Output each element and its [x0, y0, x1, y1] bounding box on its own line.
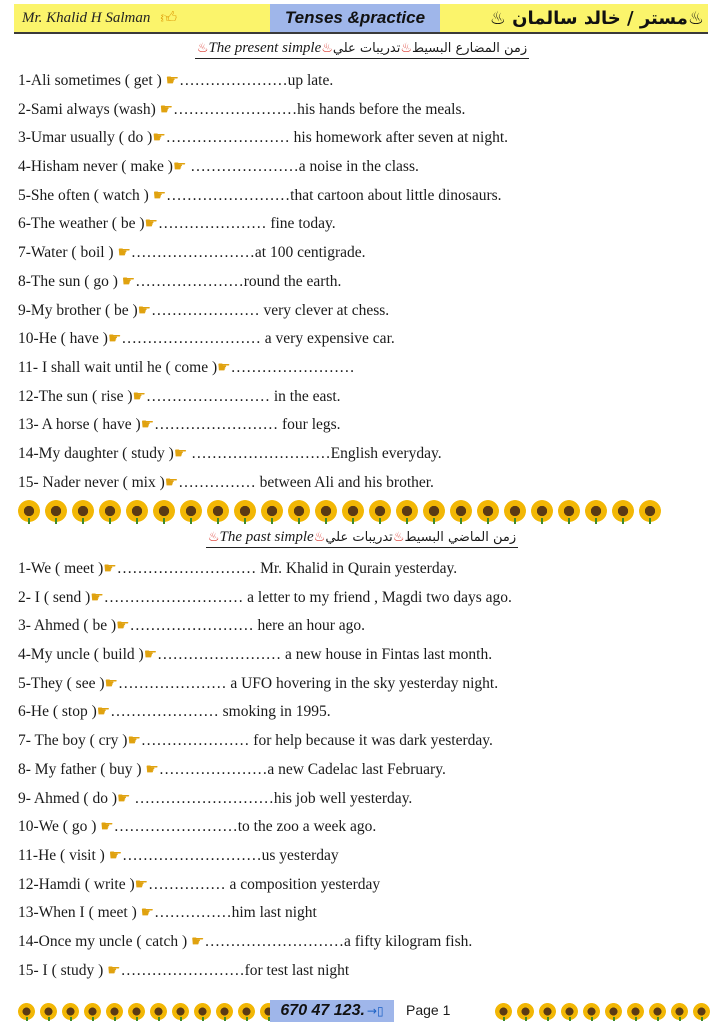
answer-blank[interactable]: ……………	[154, 904, 232, 922]
answer-blank[interactable]: …………………	[158, 760, 268, 778]
arabic-author-name: ♨مستر / خالد سالمان ♨	[489, 7, 704, 29]
exercise-prompt: 14-My daughter ( study )	[18, 444, 174, 462]
exercise-item	[18, 956, 708, 985]
exercise-completion: here an hour ago.	[257, 617, 366, 635]
sunflower-icon	[128, 1003, 145, 1020]
pointing-hand-icon: ☛	[159, 99, 174, 118]
exercise-completion: for test last night	[244, 961, 350, 979]
exercise-item	[18, 583, 708, 612]
exercise-prompt: 1-Ali sometimes ( get )	[18, 72, 166, 89]
pointing-hand-icon: ☛	[165, 71, 180, 89]
sunflower-icon	[693, 1003, 710, 1020]
exercise-item	[18, 152, 708, 181]
pointing-hand-icon: ☛	[152, 185, 167, 204]
exercise-item	[18, 611, 708, 640]
pointing-hand-icon: ☛	[145, 759, 159, 778]
sunflower-icon	[72, 500, 94, 522]
pointing-hand-icon: ☛	[144, 214, 158, 233]
answer-blank[interactable]: ………………………	[130, 789, 274, 807]
sunflower-divider	[18, 500, 661, 522]
sunflower-icon	[194, 1003, 211, 1020]
sunflower-icon	[40, 1003, 57, 1020]
sunflower-icon	[423, 500, 445, 522]
sunflower-icon	[62, 1003, 79, 1020]
sunflower-icon	[450, 500, 472, 522]
exercise-prompt: 4-My uncle ( build )	[18, 646, 144, 664]
hot-springs-icon: ♨	[207, 530, 220, 545]
answer-blank[interactable]: ……………………	[130, 244, 255, 262]
sunflower-icon	[605, 1003, 622, 1020]
sunflower-icon	[207, 500, 229, 522]
exercise-prompt: 2- I ( send )	[18, 588, 91, 606]
title-box	[270, 4, 440, 32]
exercise-completion: him last night	[231, 904, 317, 922]
exercise-prompt: 2-Sami always (wash)	[18, 100, 160, 118]
pointing-hand-icon: ☛	[96, 702, 111, 721]
pointing-hand-icon: ☛	[104, 673, 118, 692]
exercise-prompt: 13- A horse ( have )	[18, 416, 141, 434]
sunflower-icon	[504, 500, 526, 522]
present-simple-list	[18, 66, 708, 496]
sunflower-icon	[45, 500, 67, 522]
exercise-item	[18, 726, 708, 755]
exercise-item	[18, 439, 708, 468]
sunflower-icon	[495, 1003, 512, 1020]
exercise-completion: for help because it was dark yesterday.	[253, 732, 493, 750]
thumbs-up-icon: 👍︎	[160, 8, 178, 27]
exercise-item	[18, 755, 708, 784]
answer-blank[interactable]: ……………	[178, 473, 260, 491]
exercise-completion: a fifty kilogram fish.	[343, 932, 473, 950]
exercise-prompt: 9-My brother ( be )	[18, 301, 138, 319]
exercise-prompt: 7-Water ( boil )	[18, 244, 118, 262]
answer-blank[interactable]: ……………………	[120, 961, 245, 979]
exercise-item	[18, 927, 708, 956]
section-title-ar-prefix: تدريبات علي	[325, 530, 393, 545]
pointing-hand-icon: ☛	[140, 903, 155, 922]
answer-blank[interactable]: ………………………	[187, 444, 331, 462]
sunflower-icon	[627, 1003, 644, 1020]
exercise-prompt: 6-The weather ( be )	[18, 215, 145, 233]
answer-blank[interactable]: ……………………	[129, 617, 258, 635]
exercise-item	[18, 554, 708, 583]
page-title: Tenses &practice	[284, 8, 426, 27]
sunflower-icon	[539, 1003, 556, 1020]
exercise-completion: round the earth.	[243, 272, 342, 290]
exercise-prompt: 8-The sun ( go )	[18, 272, 122, 290]
sunflower-icon	[238, 1003, 255, 1020]
exercise-prompt: 8- My father ( buy )	[18, 760, 146, 778]
exercise-item	[18, 812, 708, 841]
hot-springs-icon: ♨	[313, 530, 326, 545]
pointing-hand-icon: ☛	[127, 731, 141, 750]
pointing-hand-icon: ☛	[121, 271, 136, 290]
exercise-completion: in the east.	[273, 387, 341, 405]
exercise-item	[18, 238, 708, 267]
sunflower-icon	[369, 500, 391, 522]
answer-blank[interactable]: …………………	[140, 732, 254, 750]
exercise-item	[18, 382, 708, 411]
exercise-prompt: 15- Nader never ( mix )	[18, 473, 165, 491]
exercise-prompt: 11-He ( visit )	[18, 846, 109, 864]
sunflower-icon	[234, 500, 256, 522]
exercise-completion: very clever at chess.	[263, 301, 390, 319]
exercise-item	[18, 181, 708, 210]
exercise-prompt: 15- I ( study )	[18, 961, 108, 979]
exercise-completion: up late.	[287, 72, 334, 89]
section-title-en: The present simple	[208, 40, 322, 56]
pointing-hand-icon: ☛	[117, 243, 131, 262]
section-title-present	[0, 40, 724, 59]
sunflower-icon	[315, 500, 337, 522]
section-title-ar: زمن المضارع البسيط	[412, 41, 528, 56]
answer-blank[interactable]: ……………………	[165, 129, 294, 147]
exercise-item	[18, 410, 708, 439]
exercise-item	[18, 324, 708, 353]
exercise-completion: that cartoon about little dinosaurs.	[290, 186, 502, 204]
exercise-item	[18, 898, 708, 927]
sunflower-icon	[558, 500, 580, 522]
answer-blank[interactable]: ……………………	[113, 818, 238, 836]
exercise-prompt: 14-Once my uncle ( catch )	[18, 932, 192, 950]
pointing-hand-icon: ☛	[100, 817, 114, 836]
exercise-item	[18, 66, 708, 95]
sunflower-icon	[261, 500, 283, 522]
sunflower-icon	[216, 1003, 233, 1020]
phone-box	[270, 1000, 394, 1022]
answer-blank[interactable]: …………………	[179, 72, 288, 89]
sunflower-icon	[106, 1003, 123, 1020]
exercise-item	[18, 353, 708, 382]
answer-blank[interactable]: ………………………	[103, 588, 248, 606]
sunflower-icon	[396, 500, 418, 522]
past-simple-list	[18, 554, 708, 984]
sunflower-icon	[99, 500, 121, 522]
sunflower-icon	[172, 1003, 189, 1020]
exercise-completion: fine today.	[270, 215, 336, 233]
answer-blank[interactable]: ……………………	[145, 387, 274, 405]
exercise-completion: his job well yesterday.	[273, 789, 413, 807]
exercise-item	[18, 870, 708, 899]
sunflower-icon	[585, 500, 607, 522]
answer-blank[interactable]: ………………………	[204, 932, 344, 950]
sunflower-icon	[126, 500, 148, 522]
exercise-item	[18, 209, 708, 238]
answer-blank[interactable]: …………………	[157, 215, 271, 233]
hot-springs-icon: ♨	[321, 41, 333, 56]
answer-blank[interactable]: …………………	[135, 272, 244, 290]
exercise-item	[18, 640, 708, 669]
answer-blank[interactable]: ………………………	[121, 330, 265, 348]
page-number: Page 1	[406, 1002, 451, 1018]
author-name: Mr. Khalid H Salman	[22, 9, 151, 26]
pointing-hand-icon: ☛	[217, 357, 231, 376]
answer-blank[interactable]: ………………………	[116, 560, 261, 577]
answer-blank[interactable]: …………………	[186, 158, 299, 176]
exercise-prompt: 11- I shall wait until he ( come )	[18, 358, 218, 376]
exercise-completion: a composition yesterday	[229, 875, 381, 893]
hot-springs-icon: ♨	[196, 41, 209, 56]
sunflower-footer-right	[495, 1003, 710, 1020]
pointing-hand-icon: ☛	[164, 472, 179, 491]
sunflower-icon	[18, 1003, 35, 1020]
exercise-completion: at 100 centigrade.	[254, 244, 366, 262]
exercise-prompt: 9- Ahmed ( do )	[18, 789, 118, 807]
exercise-completion: four legs.	[282, 416, 341, 434]
exercise-prompt: 3-Umar usually ( do )	[18, 129, 153, 147]
sunflower-icon	[612, 500, 634, 522]
pointing-hand-icon: ☛	[191, 931, 205, 950]
sunflower-icon	[583, 1003, 600, 1020]
exercise-prompt: 7- The boy ( cry )	[18, 732, 128, 750]
pointing-hand-icon: ☛	[103, 559, 117, 577]
sunflower-icon	[531, 500, 553, 522]
exercise-completion: smoking in 1995.	[222, 703, 331, 721]
hot-springs-icon: ♨	[392, 530, 405, 545]
exercise-completion: a new house in Fintas last month.	[285, 646, 493, 664]
sunflower-icon	[180, 500, 202, 522]
sunflower-icon	[639, 500, 661, 522]
exercise-completion: between Ali and his brother.	[259, 473, 434, 491]
section-title-ar-prefix: تدريبات علي	[332, 41, 401, 56]
phone-number: 670 47 123.	[280, 1002, 365, 1019]
exercise-completion: his hands before the meals.	[297, 100, 466, 118]
answer-blank[interactable]: ……………………	[157, 646, 286, 664]
pointing-hand-icon: ☛	[137, 300, 152, 319]
answer-blank[interactable]: …………………	[151, 301, 264, 319]
answer-blank[interactable]: ………………………	[122, 846, 262, 864]
answer-blank[interactable]: …………………	[117, 674, 231, 692]
exercise-completion: us yesterday	[261, 846, 339, 864]
answer-blank[interactable]: ……………………	[154, 416, 283, 434]
pointing-hand-icon: ☛	[132, 386, 146, 405]
answer-blank[interactable]: ……………………	[166, 186, 291, 204]
exercise-prompt: 10-He ( have )	[18, 330, 108, 348]
answer-blank[interactable]: ……………………	[173, 100, 298, 118]
exercise-item	[18, 669, 708, 698]
exercise-completion: a new Cadelac last February.	[267, 760, 446, 778]
exercise-prompt: 1-We ( meet )	[18, 560, 104, 577]
exercise-completion: a noise in the class.	[298, 158, 419, 176]
pointing-hand-icon: ☛	[117, 788, 131, 807]
sunflower-icon	[153, 500, 175, 522]
sunflower-icon	[288, 500, 310, 522]
pointing-hand-icon: ☛	[172, 157, 187, 176]
page-header	[14, 4, 708, 34]
pointing-hand-icon: ☛	[107, 329, 122, 348]
exercise-completion: English everyday.	[330, 444, 442, 462]
pointing-hand-icon: ☛	[143, 645, 158, 664]
exercise-completion: Mr. Khalid in Qurain yesterday.	[260, 560, 458, 577]
pointing-hand-icon: ☛	[152, 128, 166, 147]
sunflower-icon	[517, 1003, 534, 1020]
answer-blank[interactable]: ……………………	[230, 358, 355, 376]
exercise-item	[18, 697, 708, 726]
exercise-completion: a letter to my friend , Magdi two days ago.	[247, 588, 512, 606]
sunflower-icon	[477, 500, 499, 522]
pointing-hand-icon: ☛	[108, 845, 123, 864]
sunflower-icon	[18, 500, 40, 522]
section-title-en: The past simple	[219, 529, 314, 545]
section-title-past	[0, 529, 724, 548]
exercise-completion: a UFO hovering in the sky yesterday night.	[230, 674, 499, 692]
sunflower-icon	[649, 1003, 666, 1020]
pointing-hand-icon: ☛	[140, 415, 155, 434]
answer-blank[interactable]: ……………	[148, 875, 230, 893]
exercise-prompt: 13-When I ( meet )	[18, 904, 141, 922]
arabic-name-box	[440, 4, 708, 32]
exercise-prompt: 12-The sun ( rise )	[18, 387, 133, 405]
exercise-prompt: 10-We ( go )	[18, 818, 101, 836]
exercise-item	[18, 123, 708, 152]
pointing-hand-icon: ☛	[116, 616, 130, 635]
exercise-item	[18, 296, 708, 325]
pointing-hand-icon: ☛	[173, 443, 188, 462]
sunflower-icon	[561, 1003, 578, 1020]
sunflower-footer-left	[18, 1003, 277, 1020]
pointing-hand-icon: ☛	[107, 960, 121, 979]
exercise-item	[18, 784, 708, 813]
pointing-hand-icon: ☛	[134, 874, 149, 893]
exercise-item	[18, 267, 708, 296]
mobile-phone-icon: →▯	[366, 1004, 384, 1018]
exercise-prompt: 5-They ( see )	[18, 674, 105, 692]
exercise-prompt: 12-Hamdi ( write )	[18, 875, 135, 893]
author-box	[14, 4, 270, 32]
exercise-prompt: 3- Ahmed ( be )	[18, 617, 117, 635]
hot-springs-icon: ♨	[400, 41, 413, 56]
section-title-ar: زمن الماضي البسيط	[404, 530, 517, 545]
answer-blank[interactable]: …………………	[110, 703, 223, 721]
exercise-item	[18, 841, 708, 870]
exercise-item	[18, 468, 708, 497]
sunflower-icon	[671, 1003, 688, 1020]
sunflower-icon	[342, 500, 364, 522]
exercise-prompt: 6-He ( stop )	[18, 703, 97, 721]
sunflower-icon	[84, 1003, 101, 1020]
exercise-completion: a very expensive car.	[264, 330, 395, 348]
sunflower-icon	[150, 1003, 167, 1020]
exercise-completion: to the zoo a week ago.	[237, 818, 377, 836]
exercise-prompt: 5-She often ( watch )	[18, 186, 153, 204]
exercise-item	[18, 95, 708, 124]
exercise-completion: his homework after seven at night.	[293, 129, 508, 147]
exercise-prompt: 4-Hisham never ( make )	[18, 158, 173, 176]
pointing-hand-icon: ☛	[90, 587, 104, 606]
